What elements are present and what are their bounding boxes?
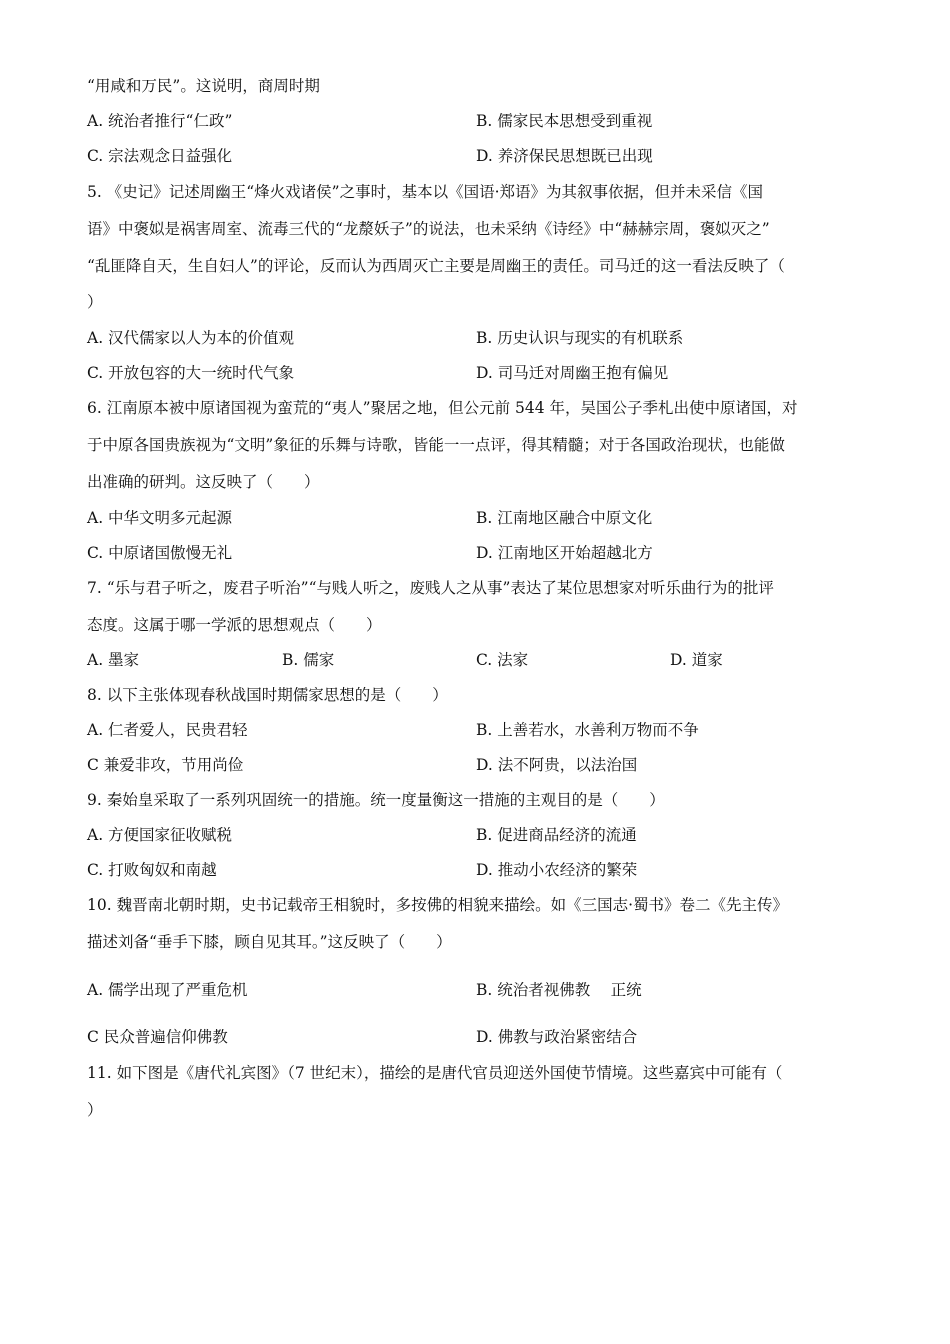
q9-option-d: D. 推动小农经济的繁荣	[476, 861, 638, 879]
q9-stem: 9. 秦始皇采取了一系列巩固统一的措施。统一度量衡这一措施的主观目的是（ ）	[87, 791, 665, 809]
q5-stem-line-3: “乱匪降自天，生自妇人”的评论，反而认为西周灭亡主要是周幽王的责任。司马迁的这一看法反映了（	[87, 257, 785, 275]
q9-option-a: A. 方便国家征收赋税	[87, 826, 233, 844]
q10-stem-line-1: 10. 魏晋南北朝时期，史书记载帝王相貌时，多按佛的相貌来描绘。如《三国志·蜀书》卷二《先主传》	[87, 896, 789, 914]
q6-option-d: D. 江南地区开始超越北方	[476, 544, 653, 562]
q5-stem-line-4: ）	[87, 293, 103, 311]
q8-option-c: C 兼爱非攻，节用尚俭	[87, 756, 244, 774]
q6-stem-line-2: 于中原各国贵族视为“文明”象征的乐舞与诗歌，皆能一一点评，得其精髓；对于各国政治现状，也能做	[87, 436, 785, 454]
q5-option-d: D. 司马迁对周幽王抱有偏见	[476, 364, 669, 382]
q6-option-c: C. 中原诸国傲慢无礼	[87, 544, 233, 562]
q4-option-a: A. 统治者推行“仁政”	[87, 112, 233, 130]
q6-option-b: B. 江南地区融合中原文化	[476, 509, 653, 527]
q10-option-a: A. 儒学出现了严重危机	[87, 981, 248, 999]
q4-option-b: B. 儒家民本思想受到重视	[476, 112, 653, 130]
q5-stem-line-2: 语》中褒姒是祸害周室、流毒三代的“龙漦妖子”的说法，也未采纳《诗经》中“赫赫宗周，褒姒灭之”	[87, 220, 770, 238]
q8-option-a: A. 仁者爱人，民贵君轻	[87, 721, 248, 739]
q11-stem-line-2: ）	[87, 1101, 103, 1119]
q7-option-b: B. 儒家	[282, 651, 335, 669]
q5-option-c: C. 开放包容的大一统时代气象	[87, 364, 295, 382]
q7-stem-line-1: 7. “乐与君子听之，废君子听治”“与贱人听之，废贱人之从事”表达了某位思想家对听乐曲行为的批评	[87, 579, 774, 597]
q6-stem-line-3: 出准确的研判。这反映了（ ）	[87, 473, 320, 491]
q5-option-b: B. 历史认识与现实的有机联系	[476, 329, 684, 347]
q7-option-c: C. 法家	[476, 651, 529, 669]
q7-stem-line-2: 态度。这属于哪一学派的思想观点（ ）	[87, 616, 382, 634]
q9-option-c: C. 打败匈奴和南越	[87, 861, 217, 879]
q10-option-b: B. 统治者视佛教 正统	[476, 981, 642, 999]
q7-option-d: D. 道家	[670, 651, 723, 669]
q7-option-a: A. 墨家	[87, 651, 140, 669]
q5-option-a: A. 汉代儒家以人为本的价值观	[87, 329, 295, 347]
q8-option-b: B. 上善若水，水善利万物而不争	[476, 721, 699, 739]
q6-stem-line-1: 6. 江南原本被中原诸国视为蛮荒的“夷人”聚居之地，但公元前 544 年，吴国公子季札出使中原诸国，对	[87, 399, 798, 417]
q5-stem-line-1: 5. 《史记》记述周幽王“烽火戏诸侯”之事时，基本以《国语·郑语》为其叙事依据，但并未采信《国	[87, 183, 763, 201]
q9-option-b: B. 促进商品经济的流通	[476, 826, 637, 844]
q4-option-c: C. 宗法观念日益强化	[87, 147, 233, 165]
q4-option-d: D. 养济保民思想既已出现	[476, 147, 653, 165]
q10-stem-line-2: 描述刘备“垂手下膝，顾自见其耳。”这反映了（ ）	[87, 933, 452, 951]
q8-stem: 8. 以下主张体现春秋战国时期儒家思想的是（ ）	[87, 686, 448, 704]
q10-option-c: C 民众普遍信仰佛教	[87, 1028, 228, 1046]
q6-option-a: A. 中华文明多元起源	[87, 509, 233, 527]
q8-option-d: D. 法不阿贵，以法治国	[476, 756, 638, 774]
q11-stem-line-1: 11. 如下图是《唐代礼宾图》（7 世纪末），描绘的是唐代官员迎送外国使节情境。这些嘉宾中可能有（	[87, 1064, 783, 1082]
q10-option-d: D. 佛教与政治紧密结合	[476, 1028, 638, 1046]
q4-stem-tail: “用咸和万民”。这说明，商周时期	[87, 77, 320, 95]
